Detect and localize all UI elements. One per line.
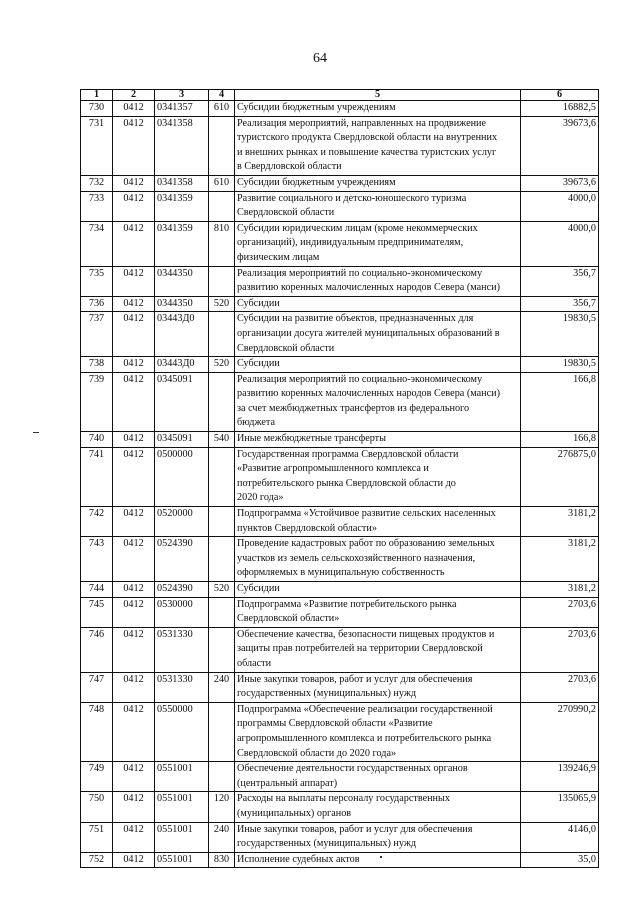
table-cell: 0412 (113, 792, 155, 822)
table-cell: 752 (81, 852, 113, 868)
table-cell: 520 (209, 296, 235, 312)
table-cell: 0412 (113, 447, 155, 506)
table-cell: 0412 (113, 432, 155, 448)
table-cell: Субсидии на развитие объектов, предназначенных для организации досуга жителей муниципальных образований в Свердловской области (235, 312, 521, 357)
table-cell: 3181,2 (521, 537, 599, 582)
table-cell: 0412 (113, 672, 155, 702)
table-cell: 19830,5 (521, 357, 599, 373)
scan-mark (33, 432, 39, 433)
table-row (81, 627, 599, 672)
table-cell: Подпрограмма «Устойчивое развитие сельских населенных пунктов Свердловской области» (235, 507, 521, 537)
table-cell (209, 762, 235, 792)
table-cell: 0551001 (155, 762, 209, 792)
table-cell: Субсидии юридическим лицам (кроме некоммерческих организаций), индивидуальным предпринимателям, физическим лицам (235, 221, 521, 266)
table-row (81, 762, 599, 792)
table-cell (209, 702, 235, 761)
table-cell: Исполнение судебных актов (235, 852, 521, 868)
scan-mark (380, 856, 382, 858)
column-header: 3 (155, 90, 209, 101)
table-cell: 737 (81, 312, 113, 357)
table-cell: 0345091 (155, 432, 209, 448)
table-cell: 3181,2 (521, 507, 599, 537)
table-cell: 733 (81, 191, 113, 221)
table-cell (209, 266, 235, 296)
table-cell: Субсидии (235, 582, 521, 598)
budget-table (80, 89, 599, 868)
table-cell: 0412 (113, 101, 155, 117)
table-row (81, 296, 599, 312)
column-header: 1 (81, 90, 113, 101)
table-cell: 520 (209, 357, 235, 373)
table-cell (209, 191, 235, 221)
table-cell: 0551001 (155, 822, 209, 852)
table-row (81, 372, 599, 431)
table-cell: 0520000 (155, 507, 209, 537)
column-header: 6 (521, 90, 599, 101)
table-cell: 810 (209, 221, 235, 266)
table-cell (209, 597, 235, 627)
table-cell: 540 (209, 432, 235, 448)
table-cell: 0412 (113, 372, 155, 431)
table-row (81, 175, 599, 191)
table-cell: Расходы на выплаты персоналу государственных (муниципальных) органов (235, 792, 521, 822)
table-cell: 520 (209, 582, 235, 598)
table-cell: 39673,6 (521, 175, 599, 191)
table-cell: 0412 (113, 597, 155, 627)
table-cell: 03443Д0 (155, 357, 209, 373)
table-cell: 0341358 (155, 116, 209, 175)
table-row (81, 191, 599, 221)
table-row (81, 597, 599, 627)
table-cell: 19830,5 (521, 312, 599, 357)
column-header: 4 (209, 90, 235, 101)
table-cell: 742 (81, 507, 113, 537)
table-cell: 4000,0 (521, 191, 599, 221)
table-cell: 0412 (113, 537, 155, 582)
table-row (81, 312, 599, 357)
table-cell: 0531330 (155, 672, 209, 702)
table-cell: 0344350 (155, 296, 209, 312)
table-row (81, 357, 599, 373)
table-cell: Реализация мероприятий по социально-экономическому развитию коренных малочисленных народов Севера (манси) за счет межбюджетных трансфертов из федерального бюджета (235, 372, 521, 431)
table-header-row (81, 90, 599, 101)
table-cell: 0412 (113, 852, 155, 868)
table-cell: 748 (81, 702, 113, 761)
table-cell (209, 537, 235, 582)
page-number: 64 (313, 51, 327, 66)
table-body (81, 101, 599, 868)
table-cell: 735 (81, 266, 113, 296)
table-cell: 120 (209, 792, 235, 822)
table-cell: 736 (81, 296, 113, 312)
table-cell: 746 (81, 627, 113, 672)
table-cell: 745 (81, 597, 113, 627)
table-cell (209, 372, 235, 431)
table-cell: 0551001 (155, 792, 209, 822)
table-cell: 0412 (113, 296, 155, 312)
table-cell: 610 (209, 175, 235, 191)
table-cell: 0412 (113, 191, 155, 221)
table-cell: 0531330 (155, 627, 209, 672)
table-cell: Субсидии (235, 296, 521, 312)
table-row (81, 266, 599, 296)
column-header: 2 (113, 90, 155, 101)
table-cell: Субсидии (235, 357, 521, 373)
table-cell: 16882,5 (521, 101, 599, 117)
table-cell: 3181,2 (521, 582, 599, 598)
table-row (81, 792, 599, 822)
table-cell: 740 (81, 432, 113, 448)
table-cell: Реализация мероприятий по социально-экономическому развитию коренных малочисленных народов Севера (манси) (235, 266, 521, 296)
table-row (81, 582, 599, 598)
table-cell: 730 (81, 101, 113, 117)
table-row (81, 432, 599, 448)
table-cell: 0345091 (155, 372, 209, 431)
table-cell (209, 627, 235, 672)
table-cell: Развитие социального и детско-юношеского туризма Свердловской области (235, 191, 521, 221)
table-cell: 4146,0 (521, 822, 599, 852)
table-cell: 0341359 (155, 221, 209, 266)
table-cell: 0412 (113, 357, 155, 373)
table-cell: 0412 (113, 507, 155, 537)
table-cell: 0341359 (155, 191, 209, 221)
table-cell: 0550000 (155, 702, 209, 761)
table-cell: 0412 (113, 702, 155, 761)
table-row (81, 101, 599, 117)
table-cell: 240 (209, 672, 235, 702)
table-cell: 747 (81, 672, 113, 702)
table-cell: 751 (81, 822, 113, 852)
table-row (81, 822, 599, 852)
table-cell: 0412 (113, 266, 155, 296)
table-cell: 0551001 (155, 852, 209, 868)
table-cell: 734 (81, 221, 113, 266)
table-cell: 0412 (113, 175, 155, 191)
table-cell: 356,7 (521, 266, 599, 296)
table-cell: 0412 (113, 221, 155, 266)
table-cell: 2703,6 (521, 627, 599, 672)
table-cell: 03443Д0 (155, 312, 209, 357)
table-row (81, 447, 599, 506)
table-cell: Проведение кадастровых работ по образованию земельных участков из земель сельскохозяйственного назначения, оформляемых в муниципальную собственность (235, 537, 521, 582)
table-cell: 0530000 (155, 597, 209, 627)
table-cell: 750 (81, 792, 113, 822)
table-cell: Субсидии бюджетным учреждениям (235, 175, 521, 191)
table-cell: 166,8 (521, 432, 599, 448)
table-cell: 0500000 (155, 447, 209, 506)
table-cell (209, 507, 235, 537)
table-cell: 743 (81, 537, 113, 582)
table-cell: 39673,6 (521, 116, 599, 175)
table-cell: 732 (81, 175, 113, 191)
table-row (81, 852, 599, 868)
table-row (81, 116, 599, 175)
table-cell: 139246,9 (521, 762, 599, 792)
table-cell: 0412 (113, 822, 155, 852)
table-cell: 276875,0 (521, 447, 599, 506)
table-cell: 0412 (113, 762, 155, 792)
table-cell: 749 (81, 762, 113, 792)
table-cell: 0524390 (155, 582, 209, 598)
table-cell: 166,8 (521, 372, 599, 431)
table-cell: 610 (209, 101, 235, 117)
table-cell: Государственная программа Свердловской области «Развитие агропромышленного комплекса и потребительского рынка Свердловской области до 2020 года» (235, 447, 521, 506)
table-cell (209, 447, 235, 506)
table-cell: 2703,6 (521, 672, 599, 702)
table-cell: 35,0 (521, 852, 599, 868)
table-cell: Подпрограмма «Развитие потребительского рынка Свердловской области» (235, 597, 521, 627)
table-cell: 270990,2 (521, 702, 599, 761)
table-cell: 739 (81, 372, 113, 431)
table-cell: 738 (81, 357, 113, 373)
table-row (81, 672, 599, 702)
table-cell: Иные закупки товаров, работ и услуг для обеспечения государственных (муниципальных) нужд (235, 822, 521, 852)
table-row (81, 537, 599, 582)
table-cell: Реализация мероприятий, направленных на продвижение туристского продукта Свердловской области на внутренних и внешних рынках и повышение качества туристских услуг в Свердловской области (235, 116, 521, 175)
table-cell: 0344350 (155, 266, 209, 296)
table-cell: 0412 (113, 312, 155, 357)
table-cell: 731 (81, 116, 113, 175)
table-cell: 744 (81, 582, 113, 598)
table-cell: 0524390 (155, 537, 209, 582)
column-header: 5 (235, 90, 521, 101)
table-cell: Иные межбюджетные трансферты (235, 432, 521, 448)
table-row (81, 221, 599, 266)
table-cell: 135065,9 (521, 792, 599, 822)
table-cell: 2703,6 (521, 597, 599, 627)
table-cell: 0341358 (155, 175, 209, 191)
table-cell: 240 (209, 822, 235, 852)
table-row (81, 507, 599, 537)
table-cell: Обеспечение качества, безопасности пищевых продуктов и защиты прав потребителей на территории Свердловской области (235, 627, 521, 672)
table-cell: 0412 (113, 116, 155, 175)
table-cell: 741 (81, 447, 113, 506)
table-cell (209, 116, 235, 175)
table-cell: 830 (209, 852, 235, 868)
table-cell: 0412 (113, 627, 155, 672)
table-cell: 0341357 (155, 101, 209, 117)
table-row (81, 702, 599, 761)
table-cell (209, 312, 235, 357)
table-cell: Субсидии бюджетным учреждениям (235, 101, 521, 117)
table-cell: 0412 (113, 582, 155, 598)
table-cell: 356,7 (521, 296, 599, 312)
table-cell: 4000,0 (521, 221, 599, 266)
table-cell: Обеспечение деятельности государственных органов (центральный аппарат) (235, 762, 521, 792)
table-cell: Иные закупки товаров, работ и услуг для обеспечения государственных (муниципальных) нужд (235, 672, 521, 702)
table-cell: Подпрограмма «Обеспечение реализации государственной программы Свердловской области «Развитие агропромышленного комплекса и потребительского рынка Свердловской области до 2020 года» (235, 702, 521, 761)
